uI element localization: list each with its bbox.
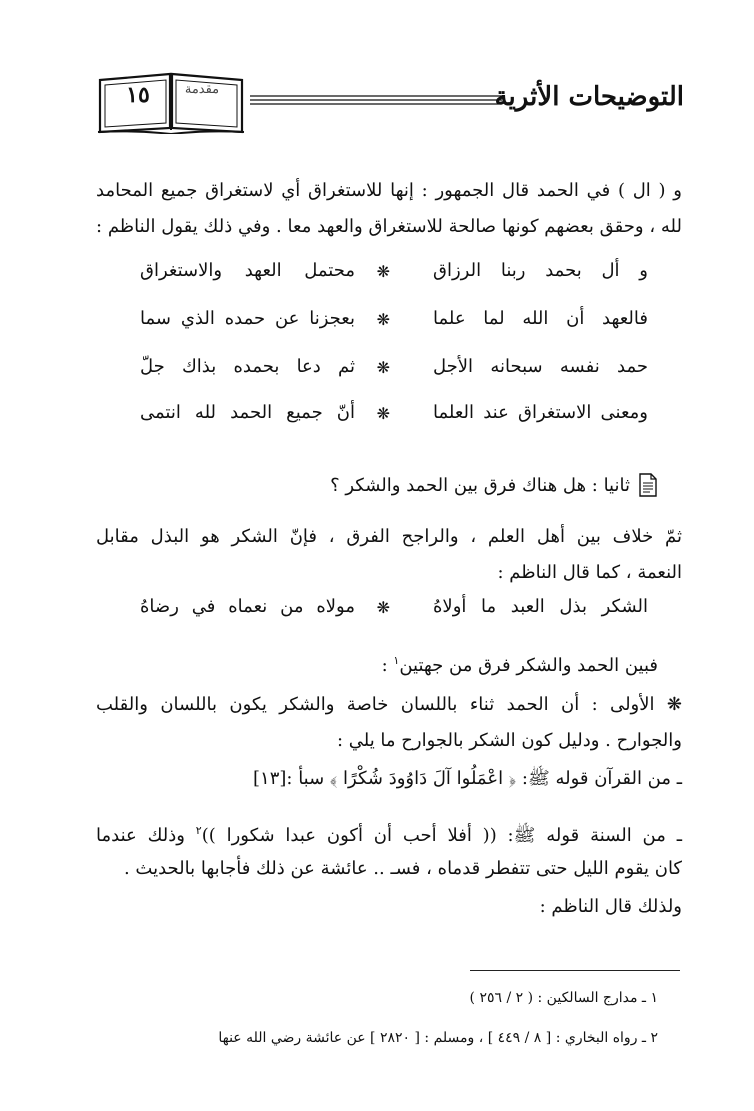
star-separator-icon: ❋	[376, 404, 390, 423]
page-title: التوضيحات الأثرية	[494, 82, 684, 112]
question-text: ثانيا : هل هناك فرق بين الحمد والشكر ؟	[330, 474, 630, 496]
verse-hemistich-second: بعجزنا عن حمده الذي سما	[140, 308, 355, 329]
paragraph-line: ثمّ خلاف بين أهل العلم ، والراجح الفرق ، فإنّ الشكر هو البذل مقابل	[96, 526, 682, 547]
document-icon	[638, 473, 658, 497]
paragraph-line: النعمة ، كما قال الناظم :	[497, 562, 682, 583]
paragraph-line: كان يقوم الليل حتى تتفطر قدماه ، فسـ .. عائشة عن ذلك فأجابها بالحديث .	[123, 858, 682, 879]
footnote-divider	[470, 970, 680, 971]
book-label: مقدمة	[184, 82, 220, 97]
star-separator-icon: ❋	[376, 358, 390, 377]
verse-hemistich-second: ثم دعا بحمده بذاك جلّ	[140, 356, 355, 377]
verse-hemistich-first: فالعهد أن الله لما علما	[433, 308, 648, 329]
star-separator-icon: ❋	[376, 262, 390, 281]
footnote-mark: ١	[393, 654, 400, 667]
verse-hemistich-first: ومعنى الاستغراق عند العلما	[433, 402, 648, 423]
verse-row	[120, 308, 648, 336]
paragraph-line: ولذلك قال الناظم :	[539, 896, 682, 917]
verse-hemistich-first: و أل بحمد ربنا الرزاق	[433, 260, 648, 281]
section-question	[330, 470, 658, 500]
star-separator-icon: ❋	[376, 598, 390, 617]
verse-hemistich-second: محتمل العهد والاستغراق	[140, 260, 355, 281]
header-rule	[250, 94, 502, 108]
paragraph-line: ❋ الأولى : أن الحمد ثناء باللسان خاصة والشكر يكون باللسان والقلب	[96, 694, 682, 715]
sunnah-text: ـ من السنة قوله ﷺ: (( أفلا أحب أن أكون عبدا شكورا ))	[201, 825, 682, 846]
footnote: ١ ـ مدارج السالكين : ( ٢ / ٢٥٦ )	[469, 990, 658, 1006]
page-header	[96, 68, 684, 138]
quran-evidence-line: ـ من القرآن قوله ﷺ: ﴿ اعْمَلُوا آلَ دَاوُودَ شُكْرًا ﴾ سبأ :[١٣]	[253, 768, 682, 789]
difference-line	[382, 648, 658, 679]
verse-row	[120, 596, 648, 624]
verse-row	[120, 260, 648, 288]
verse-hemistich-first: حمد نفسه سبحانه الأجل	[433, 356, 648, 377]
verse-hemistich-second: مولاه من نعماه في رضاهُ	[140, 596, 355, 617]
sunnah-text-tail: وذلك عندما	[96, 825, 196, 846]
page-number: ١٥	[126, 82, 150, 108]
star-separator-icon: ❋	[376, 310, 390, 329]
paragraph-line: لله ، وحقق بعضهم كونها صالحة للاستغراق والعهد معا . وفي ذلك يقول الناظم :	[96, 216, 682, 237]
paragraph-line: و ( ال ) في الحمد قال الجمهور : إنها للاستغراق أي لاستغراق جميع المحامد	[96, 180, 682, 201]
difference-text: فبين الحمد والشكر فرق من جهتين	[399, 655, 658, 676]
footnote: ٢ ـ رواه البخاري : [ ٨ / ٤٤٩ ] ، ومسلم : [ ٢٨٢٠ ] عن عائشة رضي الله عنها	[218, 1030, 658, 1046]
verse-row	[120, 402, 648, 430]
difference-tail: :	[381, 655, 394, 676]
sunnah-evidence-line	[96, 818, 682, 849]
verse-row	[120, 356, 648, 384]
paragraph-line: والجوارح . ودليل كون الشكر بالجوارح ما يلي :	[336, 730, 682, 751]
verse-hemistich-second: أنّ جميع الحمد لله انتمى	[140, 402, 355, 423]
verse-hemistich-first: الشكر بذل العبد ما أولاهُ	[433, 596, 648, 617]
footnote-mark: ٢	[195, 824, 202, 837]
